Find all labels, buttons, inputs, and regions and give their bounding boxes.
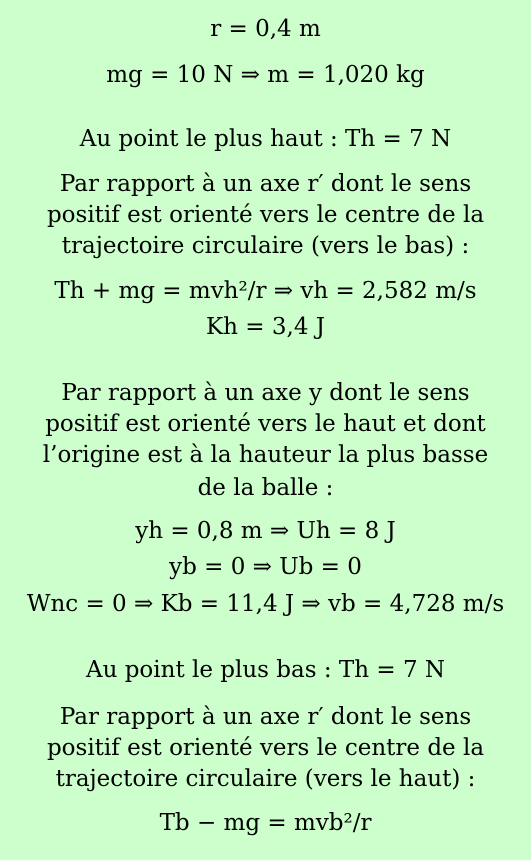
axis-r-text-line-1: Par rapport à un axe r′ dont le sens <box>59 171 472 197</box>
top-speed-equation: Th + mg = mvh²/r ⇒ vh = 2,582 m/s <box>54 278 477 304</box>
radius-equation: r = 0,4 m <box>210 16 321 42</box>
top-point-tension: Au point le plus haut : Th = 7 N <box>79 126 452 152</box>
axis-r-bottom-text-line-3: trajectoire circulaire (vers le haut) : <box>55 766 476 792</box>
axis-r-text-line-2: positif est orienté vers le centre de la <box>46 202 485 228</box>
bottom-height-energy: yb = 0 ⇒ Ub = 0 <box>169 554 362 580</box>
axis-y-text-line-3: l’origine est à la hauteur la plus basse <box>42 442 489 468</box>
axis-y-text-line-4: de la balle : <box>197 475 334 501</box>
axis-r-bottom-text-line-1: Par rapport à un axe r′ dont le sens <box>59 704 472 730</box>
top-height-energy: yh = 0,8 m ⇒ Uh = 8 J <box>135 518 396 544</box>
weight-mass-equation: mg = 10 N ⇒ m = 1,020 kg <box>106 62 425 88</box>
energy-conservation-equation: Wnc = 0 ⇒ Kb = 11,4 J ⇒ vb = 4,728 m/s <box>26 591 505 617</box>
bottom-point-tension: Au point le plus bas : Th = 7 N <box>85 657 446 683</box>
axis-r-bottom-text-line-2: positif est orienté vers le centre de la <box>46 735 485 761</box>
axis-y-text-line-1: Par rapport à un axe y dont le sens <box>61 380 470 406</box>
bottom-force-equation: Tb − mg = mvb²/r <box>159 810 372 836</box>
axis-y-text-line-2: positif est orienté vers le haut et dont <box>45 411 486 437</box>
axis-r-text-line-3: trajectoire circulaire (vers le bas) : <box>61 233 470 259</box>
top-kinetic-energy: Kh = 3,4 J <box>206 314 325 340</box>
